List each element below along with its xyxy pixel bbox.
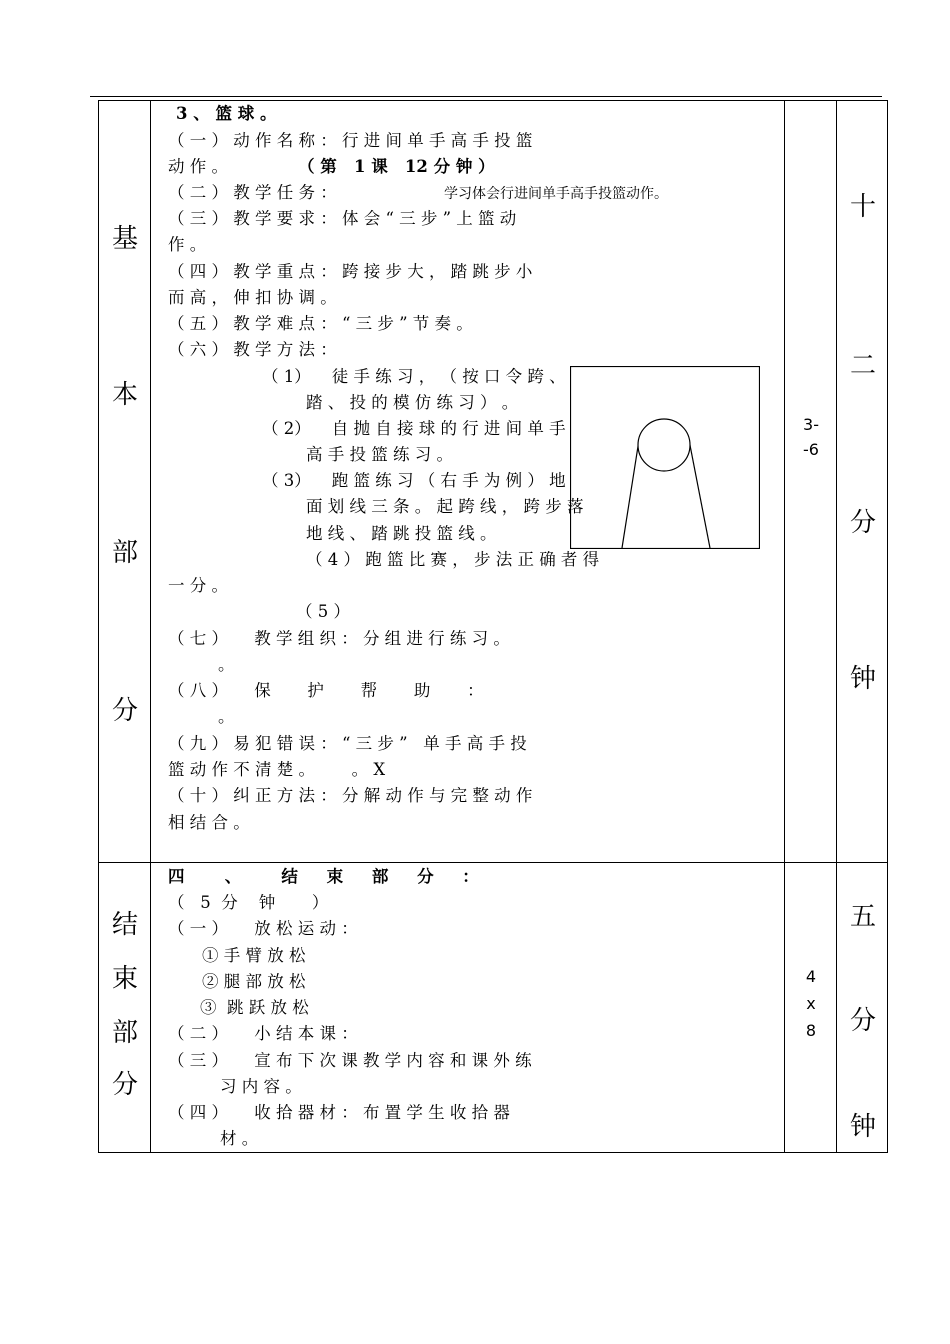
section-label-char: 本 [111, 380, 138, 410]
content-line: （ 三 ） 教 学 要 求 ： 体 会 “ 三 步 ” 上 篮 动 [168, 209, 517, 228]
section-label-char: 结 [111, 910, 138, 940]
content-line: 而 高 ， 伸 扣 协 调 。 [168, 288, 337, 307]
time-char: 五 [849, 902, 876, 932]
content-line: （ 3） 跑 篮 练 习 （ 右 手 为 例 ） 地 [262, 471, 566, 490]
content-line: （ 5 ） [296, 602, 350, 621]
section-label-char: 分 [111, 696, 138, 726]
layup-diagram [570, 366, 760, 549]
content-line: （ 五 ） 教 学 难 点 ： “ 三 步 ” 节 奏 。 [168, 314, 473, 333]
lane-line-right [689, 440, 710, 548]
time-char: 钟 [849, 1112, 876, 1142]
content-line: （ 第 1 课 12 分 钟 ） [298, 157, 495, 176]
section-label-char: 分 [111, 1070, 138, 1100]
section-label-char: 部 [111, 538, 138, 568]
section-label-char: 基 [111, 224, 138, 254]
lane-line-left [622, 440, 639, 548]
content-line: 一 分 。 [168, 576, 228, 595]
hoop-circle [638, 419, 690, 471]
content-line: （ 四 ） 收 拾 器 材 ： 布 置 学 生 收 拾 器 [168, 1103, 510, 1122]
content-line: 踏 、 投 的 模 仿 练 习 ） 。 [306, 393, 519, 412]
content-line: （ 4 ） 跑 篮 比 赛 ， 步 法 正 确 者 得 [306, 550, 600, 569]
content-line: （ 2） 自 抛 自 接 球 的 行 进 间 单 手 [262, 419, 566, 438]
content-line: ③ 跳 跃 放 松 [200, 998, 309, 1017]
content-line: 材 。 [220, 1129, 259, 1148]
content-line: 高 手 投 篮 练 习 。 [306, 445, 453, 464]
content-line: （ 一 ） 放 松 运 动 ： [168, 919, 358, 938]
section-label-char: 部 [111, 1018, 138, 1048]
time-char: 分 [849, 1006, 876, 1036]
content-line: 动 作 。 [168, 157, 228, 176]
content-line: 习 内 容 。 [220, 1077, 302, 1096]
lesson-table [98, 100, 888, 1153]
content-line: （ 三 ） 宣 布 下 次 课 教 学 内 容 和 课 外 练 [168, 1051, 532, 1070]
content-line: （ 1） 徒 手 练 习 ， （ 按 口 令 跨 、 [262, 367, 566, 386]
content-line: 面 划 线 三 条 。 起 跨 线 ， 跨 步 落 [306, 497, 584, 516]
content-line: （ 一 ） 动 作 名 称 ： 行 进 间 单 手 高 手 投 篮 [168, 131, 533, 150]
content-line: （ 四 ） 教 学 重 点 ： 跨 接 步 大 ， 踏 跳 步 小 [168, 262, 533, 281]
content-line: （ 5 分 钟 ） [168, 893, 329, 912]
content-line: ① 手 臂 放 松 [202, 946, 306, 965]
column-divider [784, 100, 785, 1153]
content-line: （ 七 ） 教 学 组 织 ： 分 组 进 行 练 习 。 [168, 629, 510, 648]
content-line: 学习体会行进间单手高手投篮动作。 [444, 186, 668, 202]
content-line: （ 八 ） 保 护 帮 助 ： [168, 681, 484, 700]
content-line: （ 二 ） 教 学 任 务 ： [168, 183, 337, 202]
content-line: 3 、 篮 球 。 [176, 104, 277, 123]
time-char: 十 [849, 192, 876, 222]
column-divider [836, 100, 837, 1153]
content-line: 。 [218, 707, 235, 726]
repetitions: 4 x 8 [805, 967, 817, 1040]
content-line: （ 九 ） 易 犯 错 误 ： “ 三 步 ” 单 手 高 手 投 [168, 734, 527, 753]
content-line: 地 线 、 踏 跳 投 篮 线 。 [306, 524, 497, 543]
repetitions: 3- -6 [803, 415, 819, 459]
row-divider [98, 862, 888, 863]
time-char: 二 [849, 351, 876, 381]
content-line: （ 二 ） 小 结 本 课 ： [168, 1024, 358, 1043]
section-label-char: 束 [111, 964, 138, 994]
content-line: 篮 动 作 不 清 楚 。 。 X [168, 760, 386, 779]
content-line: 。 [218, 655, 235, 674]
time-char: 分 [849, 508, 876, 538]
content-line: 四 、 结 束 部 分 ： [168, 867, 479, 886]
content-line: （ 十 ） 纠 正 方 法 ： 分 解 动 作 与 完 整 动 作 [168, 786, 533, 805]
header-rule [90, 96, 882, 97]
column-divider [150, 100, 151, 1153]
content-line: 作 。 [168, 235, 207, 254]
time-char: 钟 [849, 664, 876, 694]
content-line: ② 腿 部 放 松 [202, 972, 306, 991]
content-line: （ 六 ） 教 学 方 法 ： [168, 340, 337, 359]
content-line: 相 结 合 。 [168, 813, 250, 832]
